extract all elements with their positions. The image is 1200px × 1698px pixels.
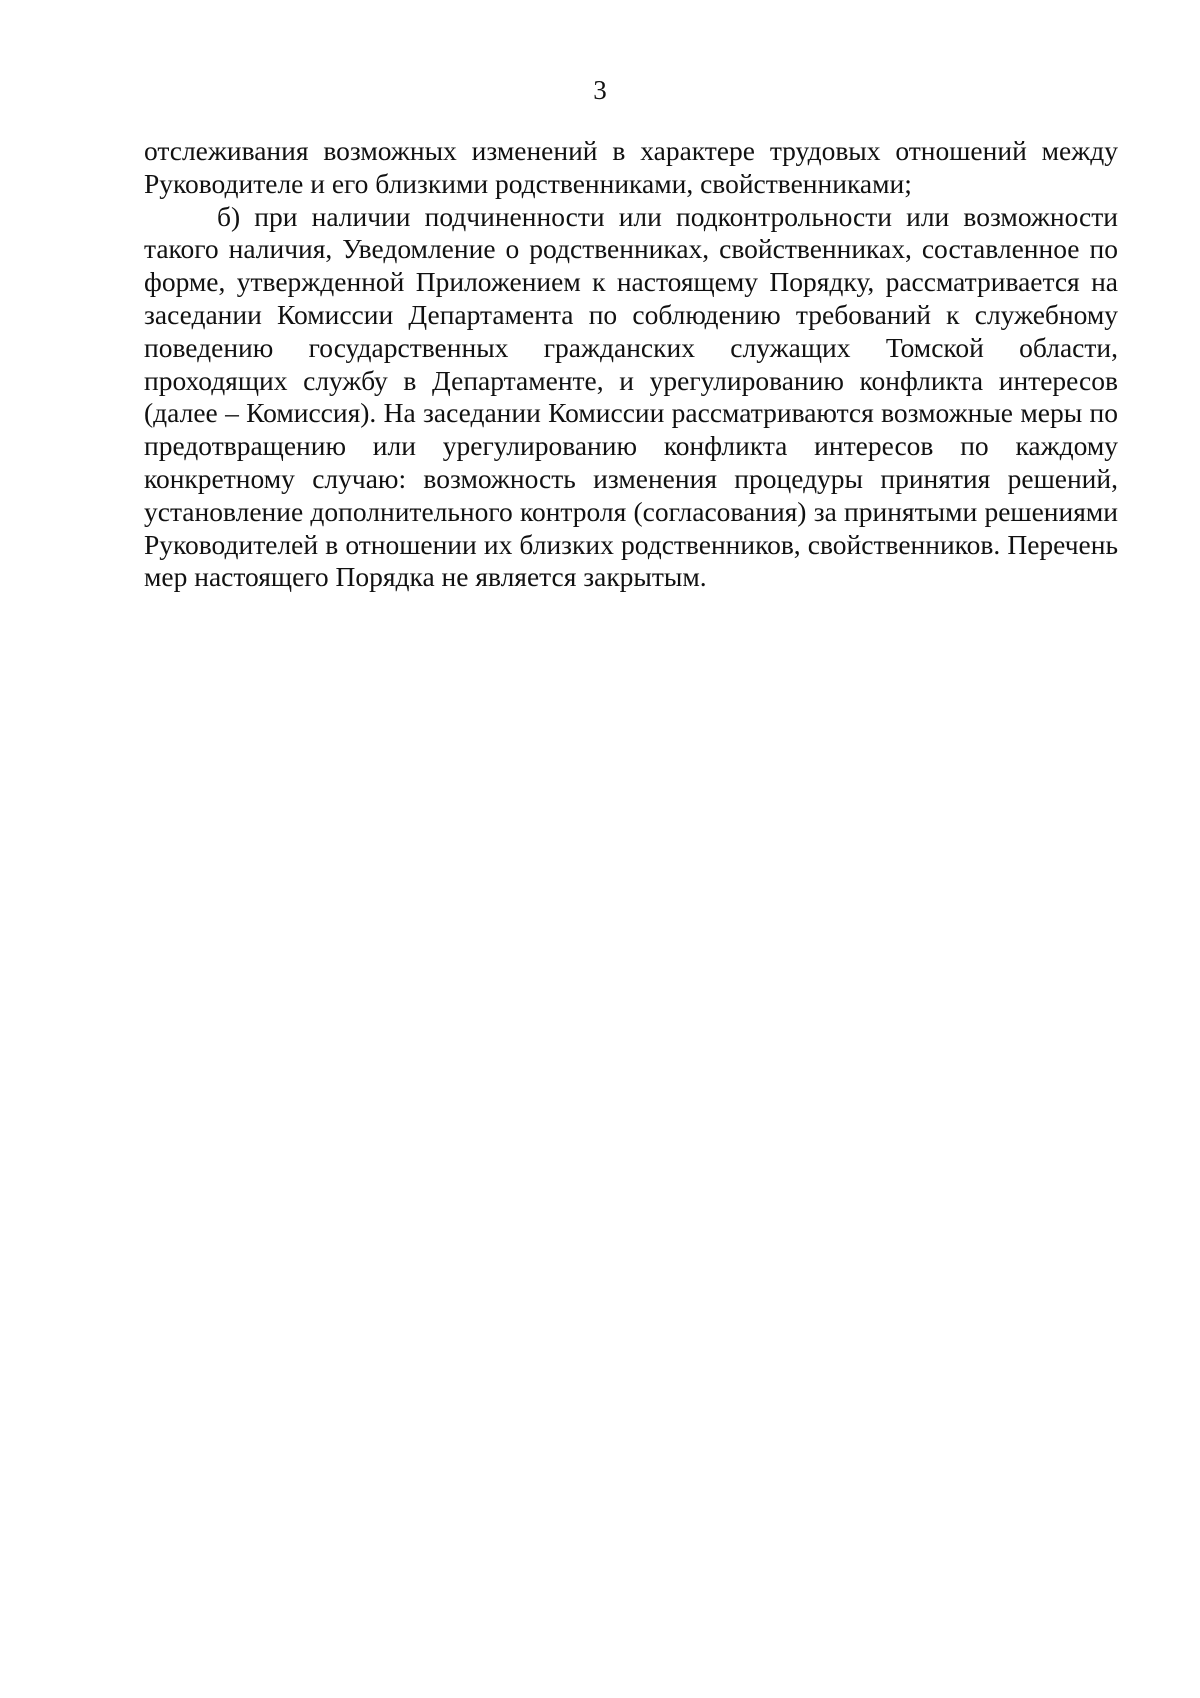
paragraph-continuation: отслеживания возможных изменений в характере трудовых отношений между Руководителе и его близкими родственниками, свойственниками; [144,135,1118,199]
document-body [144,135,1118,594]
paragraph-item-b: б) при наличии подчиненности или подконтрольности или возможности такого наличия, Уведомление о родственниках, свойственниках, составленное по форме, утвержденной Приложением к настоящему Порядку, рассматривается на заседании Комиссии Департамента по соблюдению требований к служебному поведению государственных гражданских служащих Томской области, проходящих службу в Департаменте, и урегулированию конфликта интересов (далее – Комиссия). На заседании Комиссии рассматриваются возможные меры по предотвращению или урегулированию конфликта интересов по каждому конкретному случаю: возможность изменения процедуры принятия решений, установление дополнительного контроля (согласования) за принятыми решениями Руководителей в отношении их близких родственников, свойственников. Перечень мер настоящего Порядка не является закрытым. [144,200,1118,593]
page-number: 3 [593,75,607,105]
